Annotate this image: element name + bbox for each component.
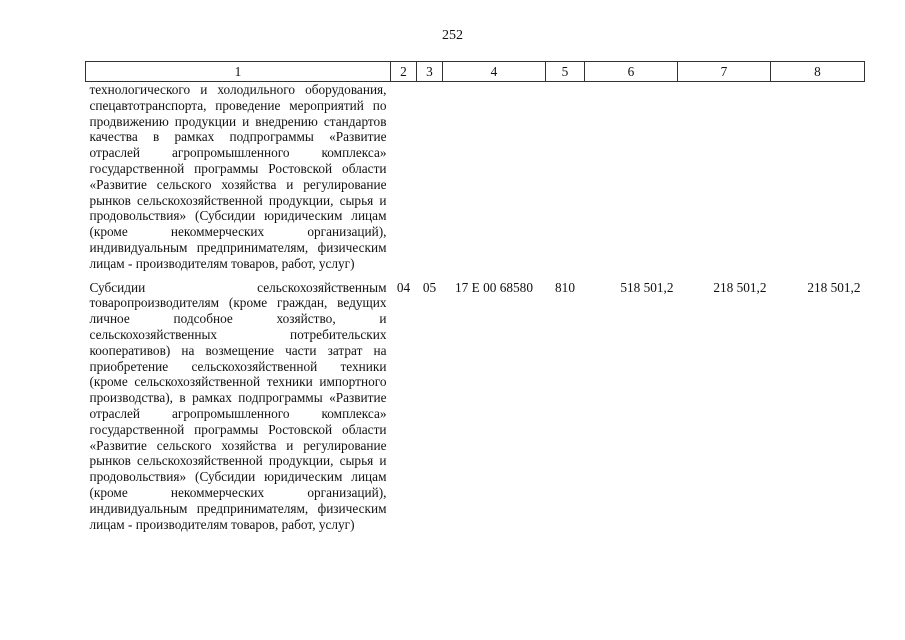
table-row (86, 82, 865, 280)
cell-amount-1 (585, 82, 678, 280)
cell-amount-3: 218 501,2 (807, 279, 861, 295)
cell-target-article (443, 82, 546, 280)
cell-amount-2: 218 501,2 (713, 279, 767, 295)
column-header-1: 1 (86, 62, 391, 82)
cell-section: 04 (396, 279, 411, 295)
column-header-2: 2 (391, 62, 417, 82)
cell-subsection (417, 82, 443, 280)
cell-expense-type: 810 (555, 279, 575, 295)
cell-subsection: 05 (422, 279, 437, 295)
column-header-7: 7 (678, 62, 771, 82)
column-header-5: 5 (546, 62, 585, 82)
cell-expense-type (546, 82, 585, 280)
table-row (86, 280, 865, 533)
budget-table (85, 61, 865, 532)
row-description: технологического и холодильного оборудования, спецавтотранспорта, проведение мероприятий по продвижению продукции и внедрению стандартов качества в рамках подпрограммы «Развитие отраслей агропромышленного комплекса» государственной программы Ростовской области «Развитие сельского хозяйства и регулирование рынков сельскохозяйственной продукции, сырья и продовольствия» (Субсидии юридическим лицам (кроме некоммерческих организаций), индивидуальным предпринимателям, физическим лицам - производителям товаров, работ, услуг) (89, 82, 387, 271)
column-header-4: 4 (443, 62, 546, 82)
table-header-row (86, 62, 865, 82)
cell-amount-3 (771, 82, 865, 280)
cell-amount-1: 518 501,2 (620, 279, 674, 295)
column-header-8: 8 (771, 62, 865, 82)
row-description: Субсидии сельскохозяйственным товаропроизводителям (кроме граждан, ведущих личное подсобное хозяйство, и сельскохозяйственных потребительских кооперативов) на возмещение части затрат на приобретение сельскохозяйственной техники (кроме сельскохозяйственной техники импортного производства), в рамках подпрограммы «Развитие отраслей агропромышленного комплекса» государственной программы Ростовской области «Развитие сельского хозяйства и регулирование рынков сельскохозяйственной продукции, сырья и продовольствия» (Субсидии юридическим лицам (кроме некоммерческих организаций), индивидуальным предпринимателям, физическим лицам - производителям товаров, работ, услуг) (89, 279, 387, 532)
cell-section (391, 82, 417, 280)
page-number: 252 (442, 28, 463, 43)
column-header-6: 6 (585, 62, 678, 82)
cell-amount-2 (678, 82, 771, 280)
cell-target-article: 17 Е 00 68580 (455, 279, 533, 295)
column-header-3: 3 (417, 62, 443, 82)
